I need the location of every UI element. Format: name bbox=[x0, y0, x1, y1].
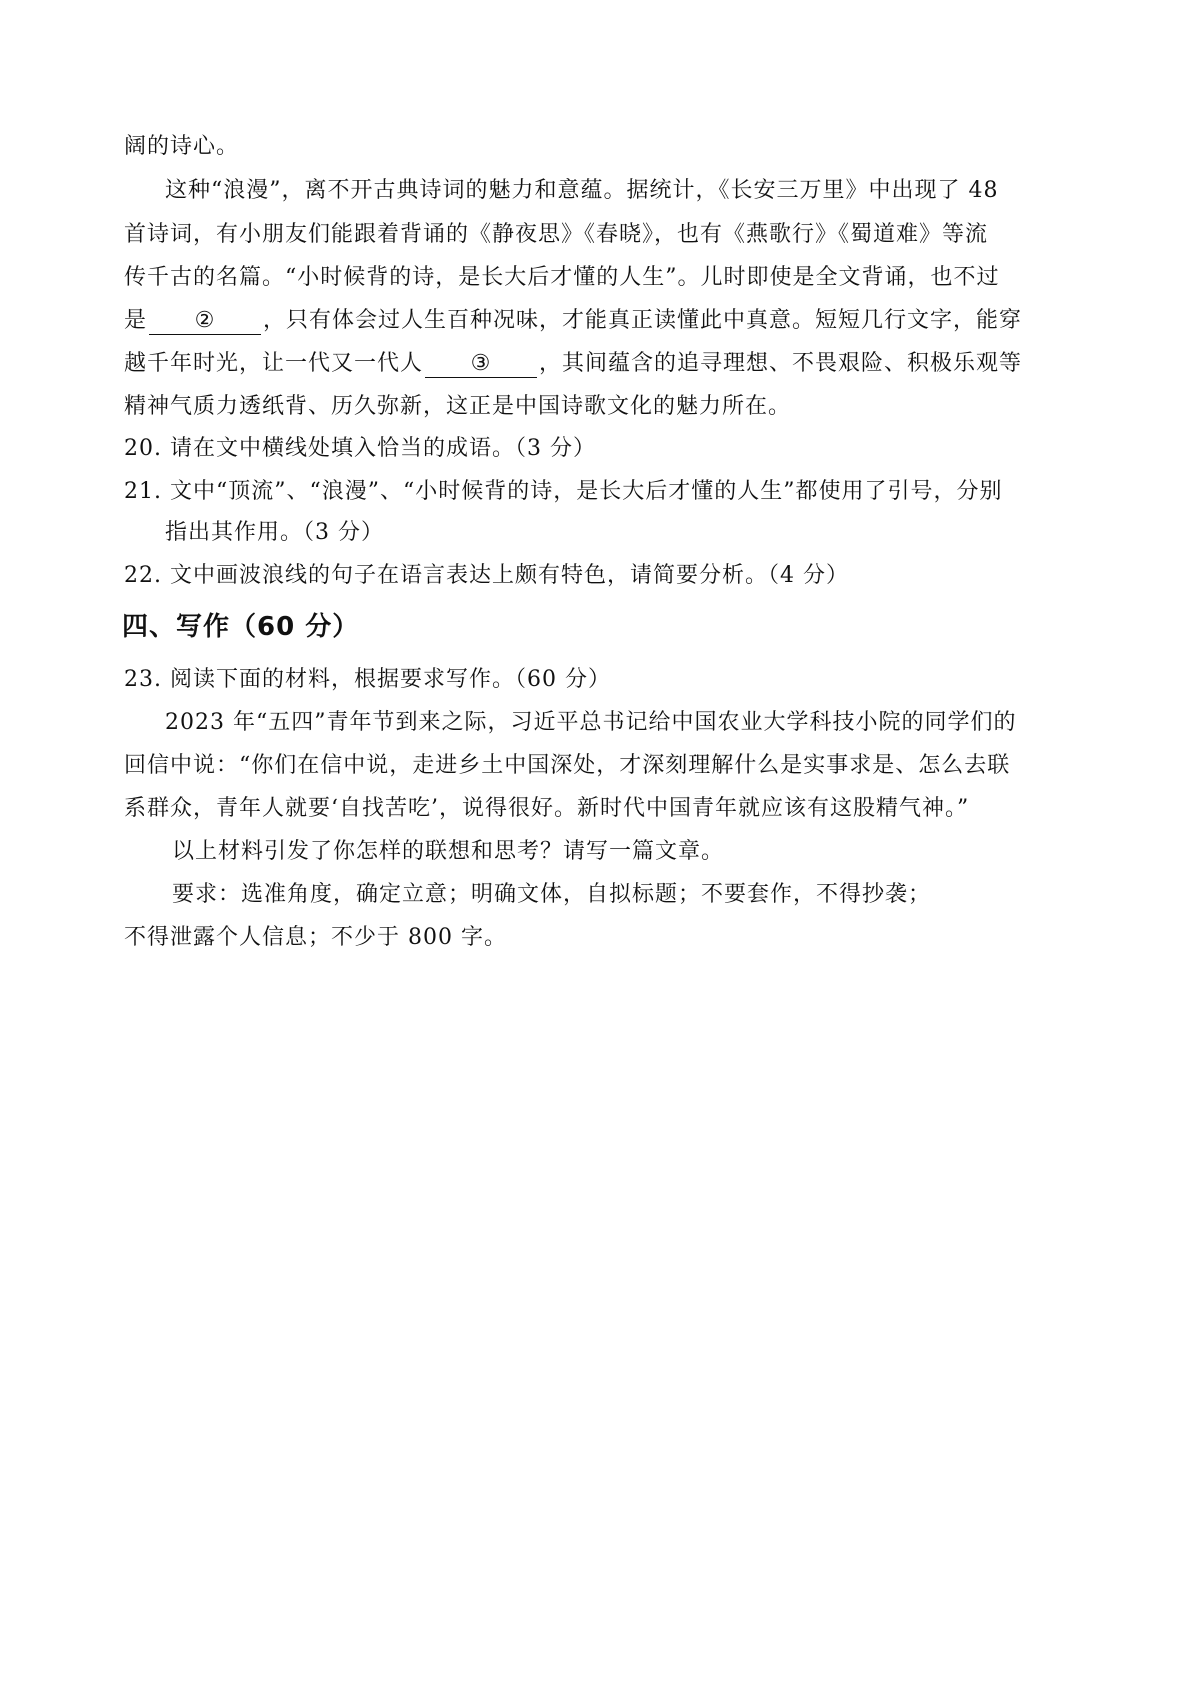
blank-3: ③ bbox=[425, 351, 537, 378]
passage-line: 传千古的名篇。“小时候背的诗，是长大后才懂的人生”。儿时即使是全文背诵，也不过 bbox=[124, 265, 1000, 290]
passage-line: 首诗词，有小朋友们能跟着背诵的《静夜思》《春晓》，也有《燕歌行》《蜀道难》等流 bbox=[124, 222, 989, 247]
passage-text: ，其间蕴含的追寻理想、不畏艰险、积极乐观等 bbox=[539, 351, 1023, 376]
passage-text: 是 bbox=[124, 308, 148, 333]
writing-requirements-continuation: 不得泄露个人信息；不少于 800 字。 bbox=[124, 925, 507, 950]
material-line: 回信中说：“你们在信中说，走进乡土中国深处，才深刻理解什么是实事求是、怎么去联 bbox=[124, 753, 1011, 778]
question-23: 23. 阅读下面的材料，根据要求写作。（60 分） bbox=[124, 667, 611, 692]
material-line: 系群众，青年人就要‘自找苦吃’，说得很好。新时代中国青年就应该有这股精气神。” bbox=[124, 796, 970, 821]
question-21: 21. 文中“顶流”、“浪漫”、“小时候背的诗，是长大后才懂的人生”都使用了引号，分别 bbox=[124, 479, 1003, 504]
section-heading-writing: 四、写作（60 分） bbox=[122, 612, 360, 642]
passage-text: ，只有体会过人生百种况味，才能真正读懂此中真意。短短几行文字，能穿 bbox=[263, 308, 1023, 333]
passage-line-with-blank bbox=[124, 349, 1022, 379]
passage-line: 这种“浪漫”，离不开古典诗词的魅力和意蕴。据统计，《长安三万里》中出现了 48 bbox=[165, 178, 999, 203]
writing-requirements: 要求：选准角度，确定立意；明确文体，自拟标题；不要套作，不得抄袭； bbox=[172, 882, 932, 907]
writing-prompt: 以上材料引发了你怎样的联想和思考？请写一篇文章。 bbox=[172, 839, 725, 864]
question-22: 22. 文中画波浪线的句子在语言表达上颇有特色，请简要分析。（4 分） bbox=[124, 563, 849, 588]
passage-text: 越千年时光，让一代又一代人 bbox=[124, 351, 424, 376]
passage-line: 精神气质力透纸背、历久弥新，这正是中国诗歌文化的魅力所在。 bbox=[124, 394, 792, 419]
passage-line: 阔的诗心。 bbox=[124, 134, 240, 159]
material-line: 2023 年“五四”青年节到来之际，习近平总书记给中国农业大学科技小院的同学们的 bbox=[165, 710, 1017, 735]
blank-2: ② bbox=[149, 308, 261, 335]
question-20: 20. 请在文中横线处填入恰当的成语。（3 分） bbox=[124, 436, 596, 461]
passage-line-with-blank bbox=[124, 306, 1022, 336]
question-21-continuation: 指出其作用。（3 分） bbox=[165, 520, 384, 545]
